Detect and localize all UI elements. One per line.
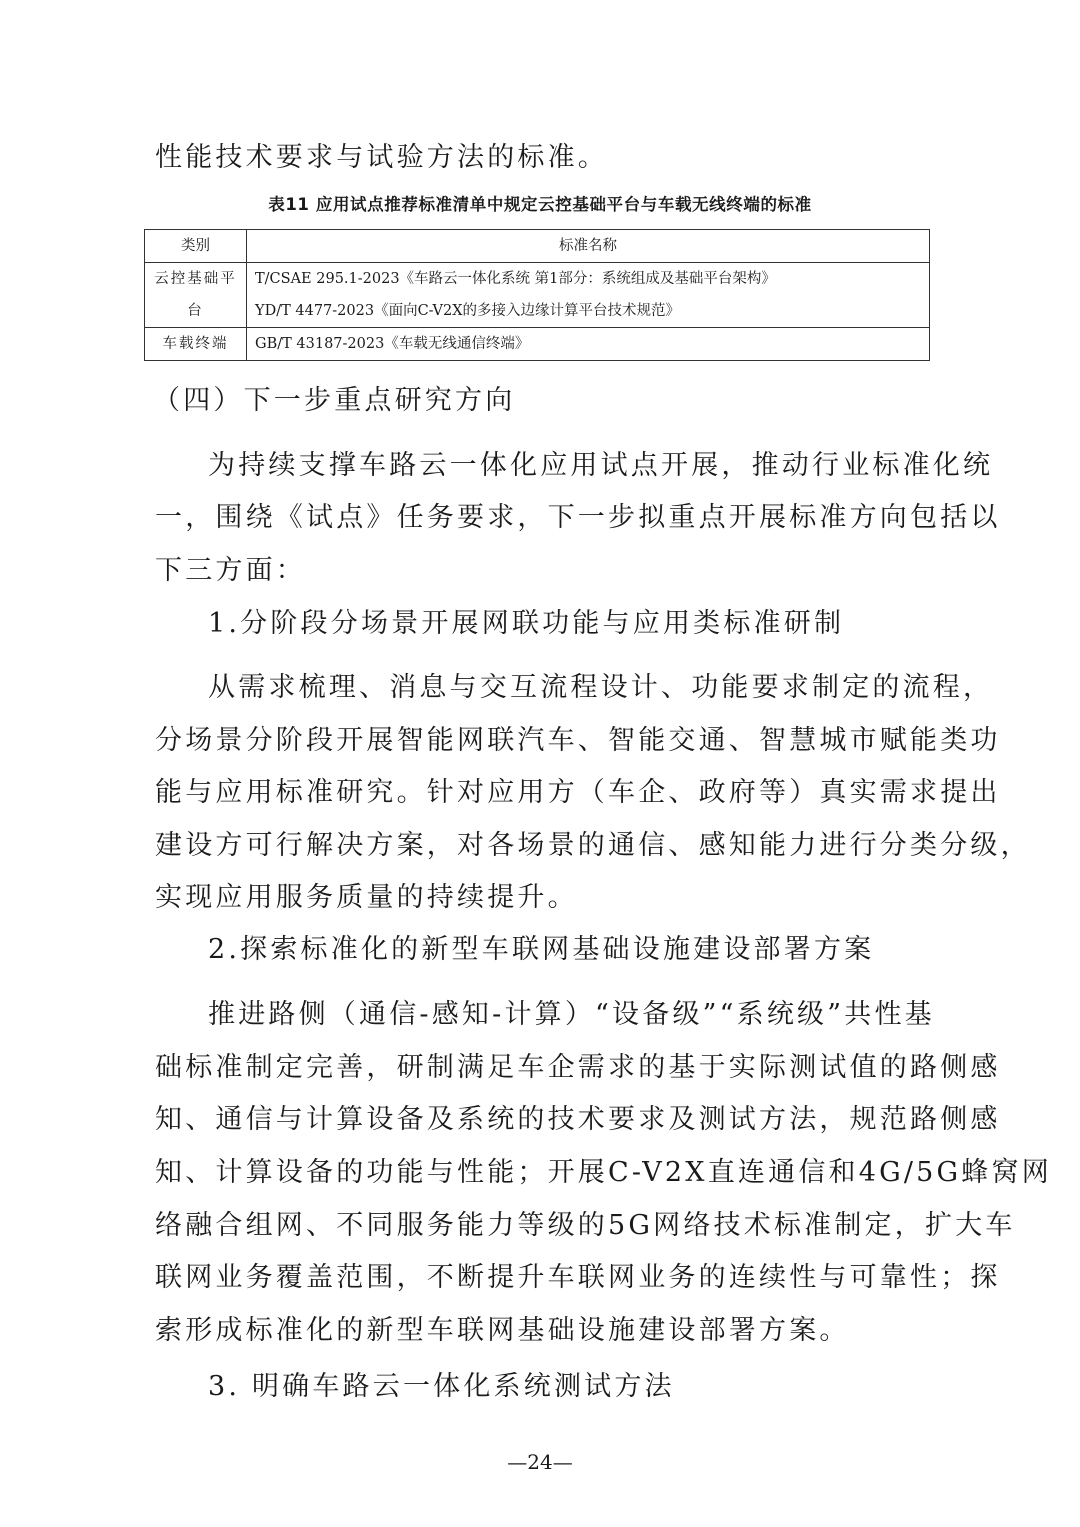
standard-names-cell [247, 263, 930, 328]
paragraph-line: 推进路侧（通信-感知-计算）“设备级”“系统级”共性基 [208, 999, 935, 1030]
category-line: 台 [187, 303, 204, 319]
paragraph-line: 分场景分阶段开展智能网联汽车、智能交通、智慧城市赋能类功 [155, 725, 1001, 756]
standard-name: T/CSAE 295.1-2023《车路云一体化系统 第1部分：系统组成及基础平台架构》 [255, 271, 776, 287]
paragraph-line: 建设方可行解决方案，对各场景的通信、感知能力进行分类分级， [155, 830, 1031, 861]
intro-line: 性能技术要求与试验方法的标准。 [155, 142, 608, 173]
category-line: 云控基础平 [154, 271, 237, 287]
header-standard-name: 标准名称 [247, 230, 930, 263]
paragraph-line: 索形成标准化的新型车联网基础设施建设部署方案。 [155, 1315, 850, 1346]
section-heading: （四）下一步重点研究方向 [153, 385, 516, 416]
paragraph-line: 从需求梳理、消息与交互流程设计、功能要求制定的流程， [208, 672, 994, 703]
subsection-heading-2: 2.探索标准化的新型车联网基础设施建设部署方案 [208, 934, 875, 965]
standards-table [144, 229, 930, 361]
category-cell: 车载终端 [145, 328, 247, 361]
subsection-heading-1: 1.分阶段分场景开展网联功能与应用类标准研制 [208, 608, 845, 639]
paragraph-line: 下三方面： [155, 555, 306, 586]
paragraph-line: 知、通信与计算设备及系统的技术要求及测试方法，规范路侧感 [155, 1104, 1001, 1135]
table-header-row [145, 230, 930, 263]
paragraph-line: 实现应用服务质量的持续提升。 [155, 882, 578, 913]
paragraph-line: 络融合组网、不同服务能力等级的5G网络技术标准制定，扩大车 [155, 1210, 1016, 1241]
paragraph-line: 知、计算设备的功能与性能；开展C-V2X直连通信和4G/5G蜂窝网 [155, 1157, 1052, 1188]
standard-names-cell [247, 328, 930, 361]
subsection-heading-3: 3. 明确车路云一体化系统测试方法 [208, 1371, 675, 1402]
header-category: 类别 [145, 230, 247, 263]
category-cell [145, 263, 247, 328]
standard-name: YD/T 4477-2023《面向C-V2X的多接入边缘计算平台技术规范》 [255, 303, 681, 319]
table-caption: 表11 应用试点推荐标准清单中规定云控基础平台与车载无线终端的标准 [268, 195, 812, 214]
paragraph-line: 能与应用标准研究。针对应用方（车企、政府等）真实需求提出 [155, 777, 1001, 808]
page-number: —24— [507, 1450, 573, 1474]
paragraph-line: 一，围绕《试点》任务要求，下一步拟重点开展标准方向包括以 [155, 502, 1001, 533]
paragraph-line: 础标准制定完善，研制满足车企需求的基于实际测试值的路侧感 [155, 1052, 1001, 1083]
paragraph-line: 为持续支撑车路云一体化应用试点开展，推动行业标准化统 [208, 450, 994, 481]
paragraph-line: 联网业务覆盖范围，不断提升车联网业务的连续性与可靠性；探 [155, 1262, 1001, 1293]
table-row [145, 263, 930, 328]
standard-name: GB/T 43187-2023《车载无线通信终端》 [255, 336, 530, 352]
table-row [145, 328, 930, 361]
